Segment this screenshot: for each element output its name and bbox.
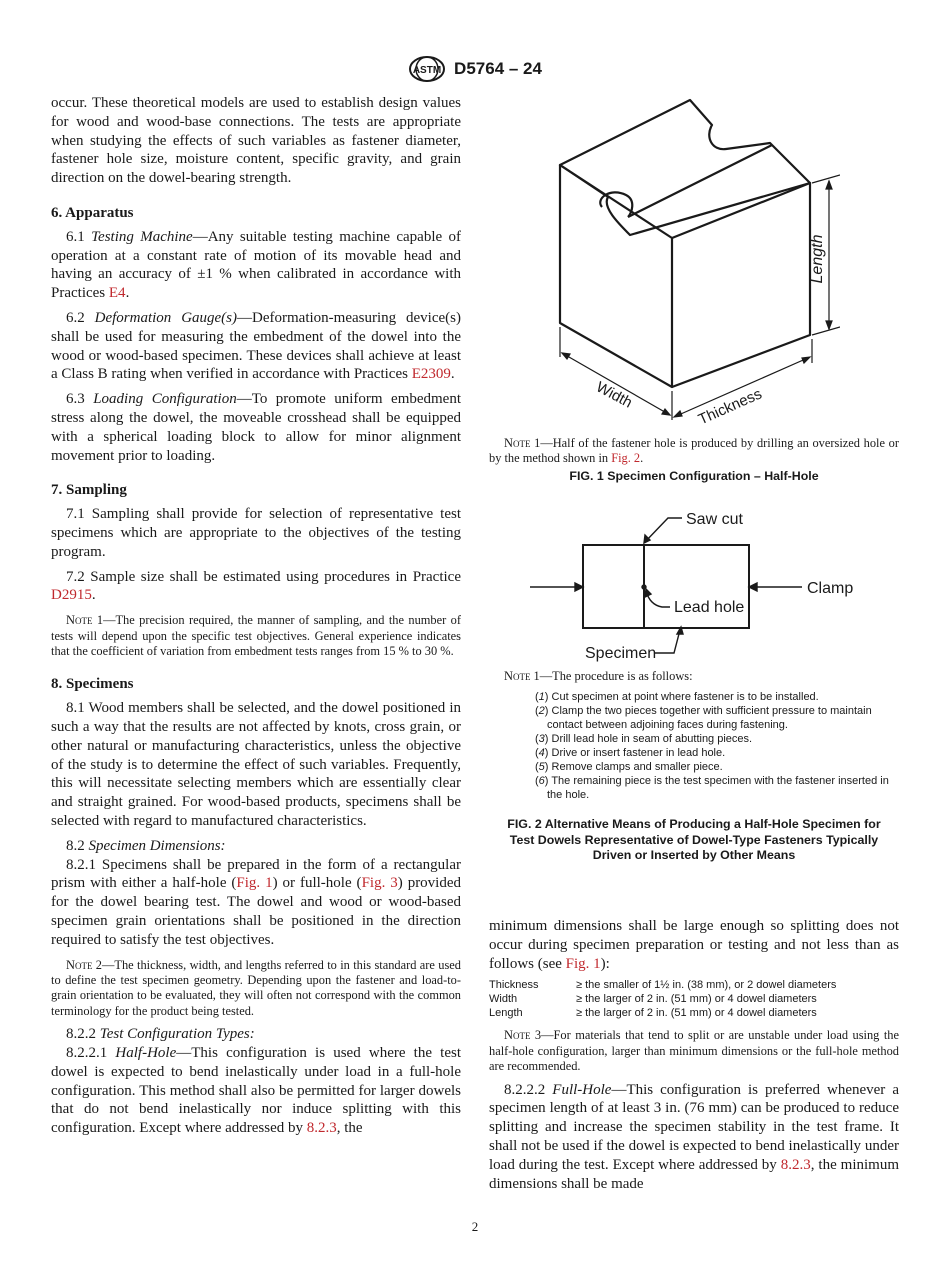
ref-fig2[interactable]: Fig. 2	[611, 451, 641, 466]
table-row: Width ≥ the larger of 2 in. (51 mm) or 4 dowel diameters	[489, 993, 817, 1006]
para-7-1: 7.1 Sampling shall provide for selection of representative test specimens which are appropriate to the objectives of the testing program.	[51, 506, 461, 560]
para-8-2: 8.2 Specimen Dimensions:	[66, 837, 226, 854]
ref-fig3[interactable]: Fig. 3	[361, 875, 398, 892]
para-8-2-2: 8.2.2 Test Configuration Types:	[66, 1026, 255, 1043]
dimensions-table	[489, 978, 836, 1020]
document-id: D5764 – 24	[454, 59, 542, 78]
fig2-step: (1) Cut specimen at point where fastener is to be installed.	[535, 691, 819, 703]
ref-e4[interactable]: E4	[108, 285, 126, 302]
ref-fig1[interactable]: Fig. 1	[236, 875, 273, 892]
figure-1-drawing	[540, 95, 840, 430]
fig2-step: (6) The remaining piece is the test specimen with the fastener inserted in the hole.	[535, 775, 889, 801]
fig1-note: Note 1—Half of the fastener hole is produced by drilling an oversized hole or by the method shown in Fig. 2.	[489, 436, 899, 466]
fig2-step: (2) Clamp the two pieces together with sufficient pressure to maintain contact between adjoining faces during fastening.	[535, 705, 872, 731]
table-row: Thickness ≥ the smaller of 1½ in. (38 mm), or 2 dowel diameters	[489, 979, 837, 992]
fig2-clamp-label: Clamp	[807, 580, 854, 597]
para-6-1: 6.1 Testing Machine—Any suitable testing machine capable of operation at a constant rate of motion of its movable head and having an accuracy of ±1 % when calibrated in accordance with Practices E4.	[51, 228, 462, 302]
fig2-note: Note 1—The procedure is as follows:	[504, 669, 693, 683]
ref-d2915[interactable]: D2915	[51, 587, 92, 604]
fig2-caption: FIG. 2 Alternative Means of Producing a Half-Hole Specimen for Test Dowels Representative of Dowel-Type Fasteners Typically Driven or Inserted by Other Means	[507, 817, 881, 862]
page-header	[0, 56, 950, 82]
figure-1-notes	[489, 436, 899, 484]
intro-paragraph: occur. These theoretical models are used to establish design values for wood and wood-base connections. The tests are appropriate when studying the effects of such variables as fastener diameter, fastener hole size, moisture content, specific gravity, and grain direction on the dowel-bearing strength.	[51, 95, 461, 187]
figure-2-drawing	[530, 505, 900, 665]
ref-e2309[interactable]: E2309	[411, 366, 451, 383]
para-8-2-2-2: 8.2.2.2 Full-Hole—This configuration is preferred whenever a specimen length of at least 3 in. (76 mm) can be produced to reduce splitting and increase the specimen stability in the test frame. It shall not be used if the dowel is expected to bend inelastically under load during the test. Except where addressed by 8.2.3, the minimum dimensions shall be made	[489, 1081, 899, 1192]
ref-8-2-3[interactable]: 8.2.3	[306, 1120, 337, 1137]
para-6-3: 6.3 Loading Configuration—To promote uniform embedment stress along the dowel, the moveable crosshead shall be equipped with a spherical loading block to allow for minor alignment movement prior to loading.	[51, 391, 462, 464]
figure-2-note	[489, 669, 899, 684]
para-8-2-2-1: 8.2.2.1 Half-Hole—This configuration is used where the test dowel is expected to bend inelastically under load in a full-hole configuration. This method shall also be permitted for larger dowels that do not bend inelastically nor induce splitting with this configuration. Except where addressed by 8.2.3, the	[51, 1044, 462, 1137]
para-8-1: 8.1 Wood members shall be selected, and the dowel positioned in such a way that the results are not affected by knots, cross grain, or other natural or manufacturing characteristics, unless the objective of the study is to determine the effect of such variables. Frequently, this will necessitate selecting members which are essentially clear and straight grained. For wood-based products, specimens shall be selected with regard to manufactured characteristics.	[51, 700, 461, 829]
para-8-2-1: 8.2.1 Specimens shall be prepared in the form of a rectangular prism with either a half-hole (Fig. 1) or full-hole (Fig. 3) provided for the dowel bearing test. The dowel and wood or wood-based specimen grain orientations shall be positioned in the direction required to satisfy the test objectives.	[51, 856, 462, 948]
table-row: Length ≥ the larger of 2 in. (51 mm) or 4 dowel diameters	[489, 1007, 817, 1020]
left-column	[51, 94, 461, 1138]
ref-8-2-3-b[interactable]: 8.2.3	[780, 1156, 811, 1173]
fig2-steps	[535, 690, 905, 802]
fig2-saw-cut-label: Saw cut	[686, 511, 743, 528]
fig2-specimen-label: Specimen	[585, 645, 657, 662]
section-8-heading: 8. Specimens	[51, 676, 134, 693]
page-number: 2	[471, 1219, 479, 1234]
astm-logo	[408, 56, 446, 82]
fig1-width-label: Width	[593, 378, 636, 412]
section-7-heading: 7. Sampling	[51, 482, 127, 499]
fig1-length-label: Length	[809, 234, 826, 284]
note-3: Note 3—For materials that tend to split or are unstable under load using the half-hole configuration, larger than minimum dimensions or the full-hole method are recommended.	[489, 1028, 899, 1074]
para-6-2: 6.2 Deformation Gauge(s)—Deformation-measuring device(s) shall be used for measuring the embedment of the dowel into the wood or wood-based specimen. These devices shall achieve at least a Class B rating when verified in accordance with Practices E2309.	[51, 309, 461, 383]
para-7-2: 7.2 Sample size shall be estimated using procedures in Practice D2915.	[51, 568, 461, 604]
fig2-step: (5) Remove clamps and smaller piece.	[535, 761, 723, 773]
fig1-caption: FIG. 1 Specimen Configuration – Half-Hole	[569, 468, 819, 483]
fig2-step: (4) Drive or insert fastener in lead hole.	[535, 747, 726, 759]
right-column	[489, 917, 899, 1193]
note-1: Note 1—The precision required, the manner of sampling, and the number of tests will depend upon the specific test objectives. General experience indicates that the coefficient of variation from embedment tests ranges from 15 % to 30 %.	[51, 613, 461, 658]
fig2-step: (3) Drill lead hole in seam of abutting pieces.	[535, 733, 753, 745]
figure-2-caption-block	[494, 817, 894, 864]
ref-fig1-b[interactable]: Fig. 1	[565, 955, 601, 972]
astm-logo-text: ASTM	[412, 65, 442, 76]
note-2: Note 2—The thickness, width, and lengths referred to in this standard are used to define the test specimen geometry. Depending upon the fastener and load-to-grain orientation to be evaluated, they will often not correspond with the common terminology for the product being tested.	[51, 957, 461, 1018]
fig2-lead-hole-label: Lead hole	[674, 599, 745, 616]
section-6-heading: 6. Apparatus	[51, 204, 134, 221]
para-continuation: minimum dimensions shall be large enough so splitting does not occur during specimen preparation or testing and not less than as follows (see Fig. 1):	[489, 918, 899, 972]
fig1-thickness-label: Thickness	[695, 385, 765, 429]
